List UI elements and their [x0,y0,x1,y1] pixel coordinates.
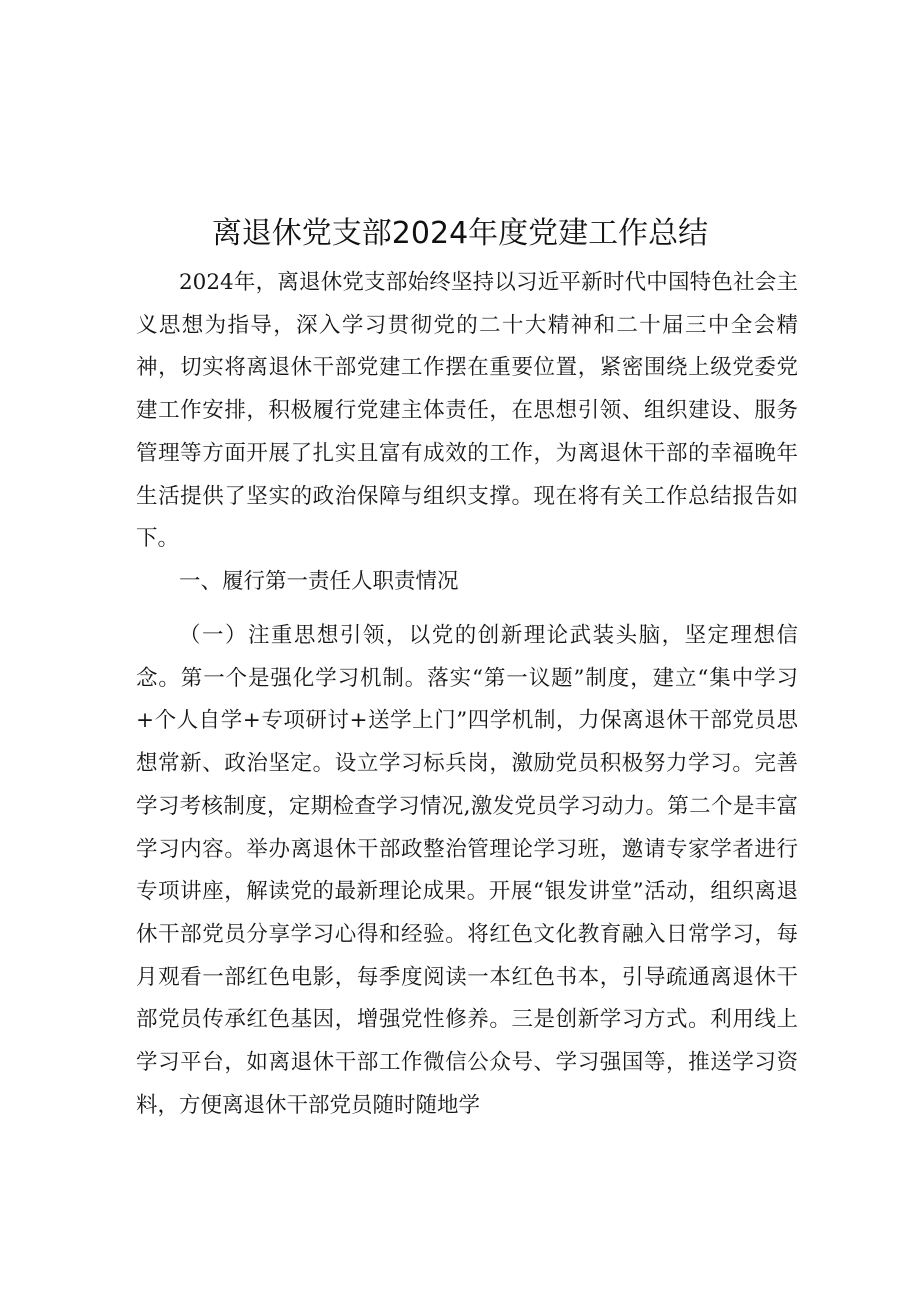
section-one-paragraph: （一）注重思想引领，以党的创新理论武装头脑，坚定理想信念。第一个是强化学习机制。落实“第一议题”制度，建立“集中学习+个人自学+专项研讨+送学上门”四学机制，力保离退休干部党员思想常新、政治坚定。设立学习标兵岗，激励党员积极努力学习。完善学习考核制度，定期检查学习情况,激发党员学习动力。第二个是丰富学习内容。举办离退休干部政整治管理论学习班，邀请专家学者进行专项讲座，解读党的最新理论成果。开展“银发讲堂”活动，组织离退休干部党员分享学习心得和经验。将红色文化教育融入日常学习，每月观看一部红色电影，每季度阅读一本红色书本，引导疏通离退休干部党员传承红色基因，增强党性修养。三是创新学习方式。利用线上学习平台，如离退休干部工作微信公众号、学习强国等，推送学习资料，方便离退休干部党员随时随地学 [136,623,798,1118]
intro-paragraph: 2024年，离退休党支部始终坚持以习近平新时代中国特色社会主义思想为指导，深入学习贯彻党的二十大精神和二十届三中全会精神，切实将离退休干部党建工作摆在重要位置，紧密围绕上级党委党建工作安排，积极履行党建主体责任，在思想引领、组织建设、服务管理等方面开展了扎实且富有成效的工作，为离退休干部的幸福晚年生活提供了坚实的政治保障与组织支撑。现在将有关工作总结报告如下。 [136,270,798,552]
section-heading: 一、履行第一责任人职责情况 [179,569,459,594]
document-title: 离退休党支部2024年度党建工作总结 [211,216,709,251]
